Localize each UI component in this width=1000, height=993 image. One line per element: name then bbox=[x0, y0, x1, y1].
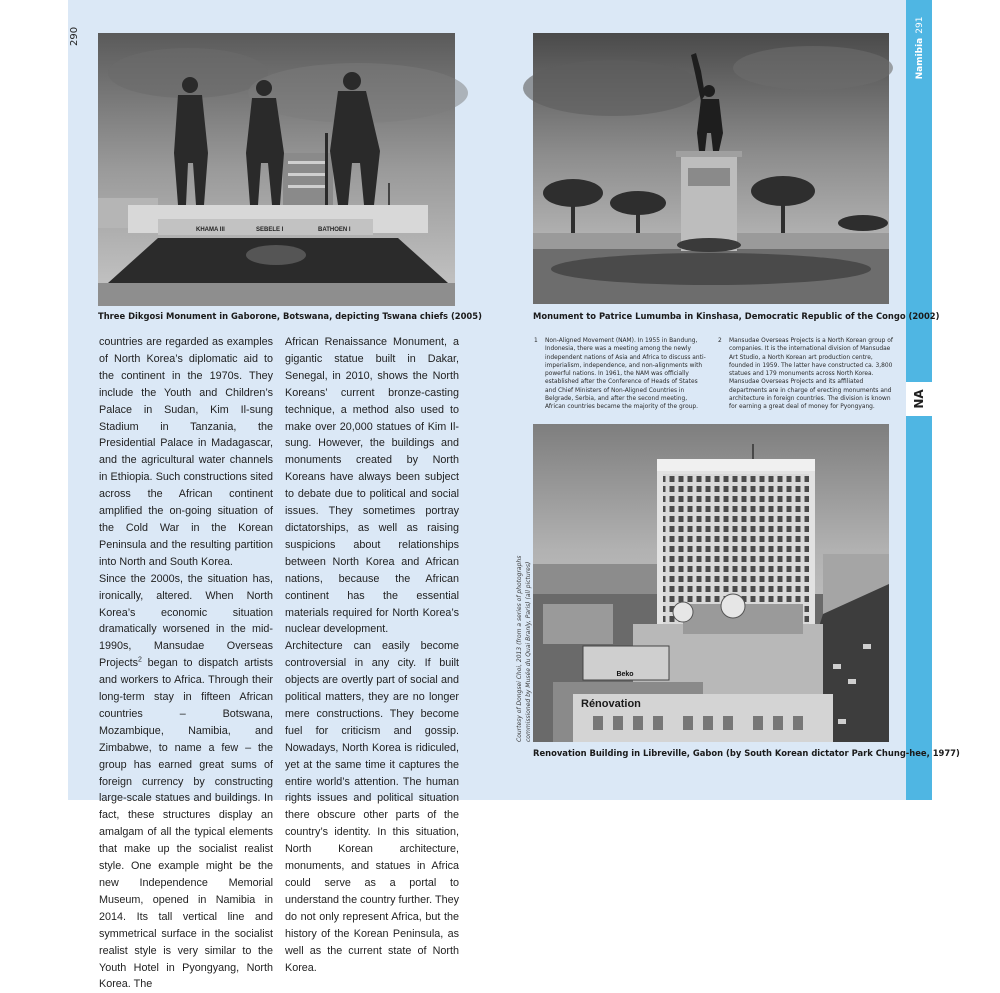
body-paragraph-4: Architecture can easily become controversial in any city. If built objects are overtly part of social and political matters, they are no longer mere constructions. They become fuel for criticism and gossip. Nowadays, North Korea is ridiculed, yet at the same time it captures the entire world’s attention. The human rights issues and political situation there obscure other parts of the country’s identity. In this situation, North Korean architecture, monuments, and statues in Africa could serve as a portal to understand the country further. They do not only represent Africa, but the history of the Korean Peninsula, as well as the current state of North Korea. bbox=[285, 640, 459, 974]
body-paragraph-2-start: Since the 2000s, the situation has, ironically, altered. When North Korea’s economic situation dramatically worsened in the mid-1990s, Mansudae Overseas Projects bbox=[99, 572, 273, 670]
plaque-sebele: SEBELE I bbox=[256, 227, 284, 233]
body-text-column-2 bbox=[285, 334, 459, 976]
body-paragraph-2 bbox=[99, 571, 273, 993]
caption-photo-2: Monument to Patrice Lumumba in Kinshasa, Democratic Republic of the Congo (2002) bbox=[533, 311, 940, 321]
body-paragraph-2-end: began to dispatch artists and workers to Africa. Through their long-term stay in fifteen African countries – Botswana, Mozambique, Namibia, and Zimbabwe, to name a few – the group has earned great sums of foreign currency by constructing large-scale statues and buildings. In fact, these structures display an amalgam of all the typical elements that make up the socialist realist style. One example might be the new Independence Memorial Museum, opened in Namibia in 2014. Its tall vertical line and symmetrical surface in the socialist realist style is very similar to the Youth Hotel in Pyongyang, North Korea. The bbox=[99, 657, 273, 991]
plaque-bathoen: BATHOEN I bbox=[318, 227, 351, 233]
caption-photo-3: Renovation Building in Libreville, Gabon (by South Korean dictator Park Chung-hee, 1977) bbox=[533, 748, 960, 758]
body-paragraph-3: African Renaissance Monument, a gigantic statue built in Dakar, Senegal, in 2010, shows the North Koreans’ current bronze-casting technique, a method also used to make over 20,000 statues of Kim Il-sung. However, the buildings and monuments created by North Koreans have always been subject to debate due to political and social issues. They sometimes portray dictatorships, as well as raising suspicions about relationships between North Korea and African nations, because the African continent has the essential materials required for North Korea’s nuclear development. bbox=[285, 336, 459, 636]
photo-renovation-building bbox=[533, 424, 889, 742]
body-text-column-1 bbox=[99, 334, 273, 993]
section-code: NA bbox=[912, 389, 926, 409]
section-tab-label bbox=[915, 17, 925, 80]
footnote-2-text: Mansudae Overseas Projects is a North Korean group of companies. It is the international division of Mansudae Art Studio, a North Korean art production centre, founded in 1959. The latter have constructed ca. 3,800 statues and 179 monuments across North Korea. Mansudae Overseas Projects and its affiliated departments are in charge of erecting monuments and architecture in foreign countries. The division is known for earning a great deal of money for Pyongyang. bbox=[729, 338, 893, 411]
footnote-2-number: 2 bbox=[718, 338, 722, 344]
page-number-right: 291 bbox=[915, 16, 925, 34]
footnote-1 bbox=[534, 337, 709, 412]
section-name: Namibia bbox=[915, 37, 925, 80]
photo-credit-line-2: commissioned by Musée du Quai Branly, Paris) (all pictures) bbox=[524, 561, 532, 742]
footnote-1-number: 1 bbox=[534, 338, 538, 344]
page-number-left: 290 bbox=[69, 26, 80, 46]
section-code-tab bbox=[906, 382, 932, 416]
body-paragraph-1: countries are regarded as examples of North Korea’s diplomatic aid to the continent in the 1970s. They include the Youth and Children’s Palace in Sudan, Kim Il-sung Stadium in Tanzania, the Presidential Palace in Madagascar, and the agricultural water channels in Ethiopia. Such constructions sited across the African continent amplified the on-going situation of the Cold War in the Korean Peninsula and the resulting partition into North and South Korea. bbox=[99, 336, 273, 568]
billboard-brand: Beko bbox=[616, 671, 634, 678]
photo-three-dikgosi-monument bbox=[98, 33, 455, 306]
footnote-reference-2: 2 bbox=[138, 656, 142, 664]
footnote-1-text: Non-Aligned Movement (NAM). In 1955 in Bandung, Indonesia, there was a meeting among the newly independent nations of Asia and Africa to discuss anti-imperialism, independence, and non-alignments with powerful nations. In 1961, the NAM was officially established after the Conference of Heads of States and Chief Ministers of Non-Aligned Countries in Belgrade, Serbia, and after the second meeting, African countries became the majority of the group. bbox=[545, 338, 706, 411]
building-sign: Rénovation bbox=[581, 698, 641, 710]
footnote-2 bbox=[718, 337, 893, 412]
caption-photo-1: Three Dikgosi Monument in Gaborone, Botswana, depicting Tswana chiefs (2005) bbox=[98, 311, 482, 321]
photo-credit-line-1: Courtesy of Dongsei Choi, 2013 (from a series of photographs bbox=[516, 555, 523, 742]
plaque-khama: KHAMA III bbox=[196, 227, 225, 233]
photo-credit bbox=[516, 556, 533, 742]
photo-lumumba-monument bbox=[533, 33, 889, 304]
